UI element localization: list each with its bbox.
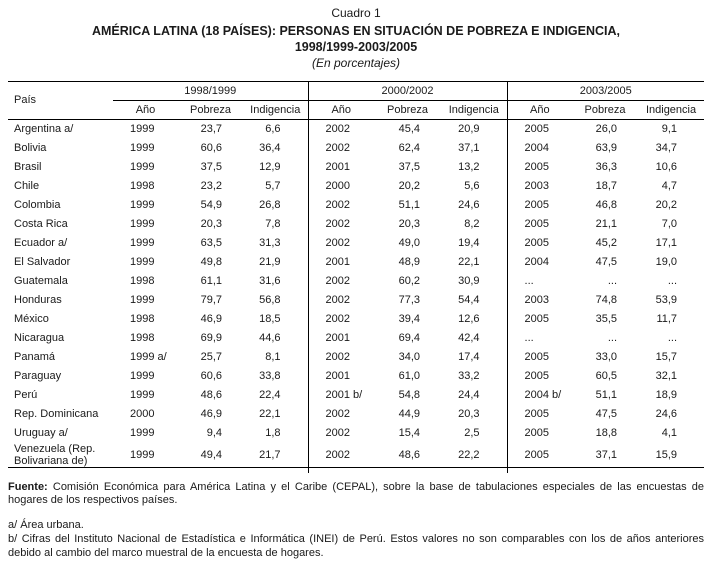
poverty-cell: 44,9 — [398, 408, 420, 421]
table-row — [8, 158, 704, 177]
year-cell: 2001 — [308, 329, 374, 348]
poverty-cell: 61,1 — [200, 275, 222, 288]
footnote-b: b/ Cifras del Instituto Nacional de Estadística e Informática (INEI) de Perú. Estos valores no son comparables con los de años anteriores debido al cambio del marco muestral de la encuesta de hogares. — [8, 533, 704, 559]
poverty-cell: 60,6 — [200, 142, 222, 155]
indigence-cell: 32,1 — [655, 370, 678, 383]
poverty-cell: 54,8 — [398, 389, 420, 402]
poverty-cell: 62,4 — [398, 142, 420, 155]
poverty-cell: 39,4 — [398, 313, 420, 326]
country-cell: Guatemala — [14, 275, 68, 288]
poverty-cell: 49,8 — [200, 256, 222, 269]
indigence-cell: 5,6 — [464, 180, 480, 193]
poverty-cell: 18,7 — [595, 180, 618, 193]
table-row — [8, 405, 704, 424]
indigence-cell: 56,8 — [259, 294, 281, 307]
indigence-cell: 12,6 — [458, 313, 480, 326]
table-row — [8, 139, 704, 158]
poverty-cell: 74,8 — [595, 294, 618, 307]
table-row — [8, 348, 704, 367]
poverty-cell: 60,6 — [200, 370, 222, 383]
country-cell: Bolivia — [14, 142, 47, 155]
indigence-cell: 19,0 — [655, 256, 678, 269]
poverty-cell: 46,9 — [200, 408, 222, 421]
indigence-cell: 17,1 — [655, 237, 678, 250]
indigence-cell: 44,6 — [259, 332, 281, 345]
indigence-cell: 21,7 — [243, 443, 308, 468]
year-cell: 1999 — [130, 142, 155, 155]
indigence-cell: 31,6 — [259, 275, 281, 288]
indigence-column-header: Indigencia — [243, 100, 308, 119]
year-cell: 1999 — [130, 237, 155, 250]
indigence-cell: 30,9 — [458, 275, 480, 288]
indigence-cell: 15,7 — [655, 351, 678, 364]
year-column-header: Año — [113, 100, 178, 119]
year-cell: 2000 — [308, 177, 374, 196]
year-cell: 1999 — [130, 294, 155, 307]
country-cell: Panamá — [14, 351, 55, 364]
year-cell: 2002 — [308, 234, 374, 253]
table-caption: Cuadro 1 — [331, 6, 381, 20]
country-cell: Uruguay a/ — [14, 427, 68, 440]
table-row — [8, 253, 704, 272]
year-cell: 2003 — [507, 291, 572, 310]
poverty-cell: 15,4 — [398, 427, 420, 440]
year-cell: 2002 — [308, 424, 374, 443]
poverty-cell: 51,1 — [398, 199, 420, 212]
poverty-column-header: Pobreza — [572, 100, 638, 119]
year-cell: 2004 b/ — [507, 386, 572, 405]
poverty-cell: 47,5 — [595, 256, 618, 269]
poverty-cell: 45,2 — [595, 237, 618, 250]
year-cell: 2005 — [507, 119, 572, 139]
indigence-cell: 31,3 — [259, 237, 281, 250]
year-cell: 1999 — [113, 443, 178, 468]
indigence-cell: 8,2 — [464, 218, 480, 231]
year-cell: 2005 — [507, 405, 572, 424]
indigence-column-header: Indigencia — [441, 100, 507, 119]
poverty-cell: 77,3 — [398, 294, 420, 307]
country-cell: Colombia — [14, 199, 61, 212]
indigence-cell: 33,8 — [259, 370, 281, 383]
table-row — [8, 424, 704, 443]
indigence-cell: ... — [667, 332, 678, 345]
year-cell: 2002 — [308, 272, 374, 291]
year-cell: 2002 — [308, 310, 374, 329]
poverty-cell: 18,8 — [595, 427, 618, 440]
year-cell: 2005 — [507, 310, 572, 329]
table-row — [8, 234, 704, 253]
indigence-cell: 21,9 — [259, 256, 281, 269]
poverty-cell: 9,4 — [206, 427, 222, 440]
year-cell: 2001 — [308, 367, 374, 386]
poverty-cell: 48,9 — [398, 256, 420, 269]
indigence-cell: 42,4 — [458, 332, 480, 345]
year-cell: 2005 — [507, 215, 572, 234]
table-row — [8, 177, 704, 196]
year-cell: 2002 — [308, 405, 374, 424]
year-cell: 2005 — [507, 234, 572, 253]
indigence-cell: 22,4 — [259, 389, 281, 402]
year-cell: 2002 — [308, 215, 374, 234]
table-row — [8, 329, 704, 348]
poverty-cell: 36,3 — [595, 161, 618, 174]
year-cell: 2002 — [308, 348, 374, 367]
year-cell: 1999 a/ — [130, 351, 167, 364]
table-row — [8, 291, 704, 310]
indigence-cell: 19,4 — [458, 237, 480, 250]
poverty-cell: 45,4 — [398, 123, 420, 136]
year-cell: 2004 — [507, 139, 572, 158]
poverty-column-header: Pobreza — [374, 100, 441, 119]
indigence-cell: ... — [667, 275, 678, 288]
year-column-header: Año — [308, 100, 374, 119]
poverty-cell: 61,0 — [398, 370, 420, 383]
poverty-cell: 37,5 — [398, 161, 420, 174]
indigence-cell: 24,6 — [458, 199, 480, 212]
table-wrap — [8, 81, 704, 468]
poverty-cell: 51,1 — [595, 389, 618, 402]
table-row — [8, 310, 704, 329]
poverty-cell: 35,5 — [595, 313, 618, 326]
indigence-cell: 36,4 — [259, 142, 281, 155]
year-cell: 2002 — [308, 139, 374, 158]
poverty-cell: 48,6 — [200, 389, 222, 402]
poverty-cell: 60,2 — [398, 275, 420, 288]
year-cell: 2004 — [507, 253, 572, 272]
year-cell: 1998 — [130, 313, 155, 326]
indigence-cell: 5,7 — [265, 180, 281, 193]
year-cell: ... — [507, 272, 572, 291]
poverty-cell: 20,3 — [200, 218, 222, 231]
year-cell: 2003 — [507, 177, 572, 196]
year-cell: 2005 — [507, 443, 572, 468]
indigence-cell: 53,9 — [655, 294, 678, 307]
title-period: 1998/1999-2003/2005 — [294, 39, 418, 54]
year-cell: 2005 — [507, 424, 572, 443]
poverty-cell: 26,0 — [595, 123, 618, 136]
indigence-cell: 20,2 — [655, 199, 678, 212]
poverty-cell: 33,0 — [595, 351, 618, 364]
poverty-indigence-table — [8, 81, 704, 468]
year-cell: 1999 — [130, 161, 155, 174]
indigence-cell: 54,4 — [458, 294, 480, 307]
year-cell: 2001 — [308, 158, 374, 177]
year-cell: 2005 — [507, 367, 572, 386]
indigence-cell: 11,7 — [656, 313, 678, 326]
country-column-header: País — [8, 81, 113, 119]
year-cell: ... — [507, 329, 572, 348]
poverty-cell: 48,6 — [374, 443, 441, 468]
table-row — [8, 443, 704, 468]
indigence-cell: 8,1 — [265, 351, 281, 364]
poverty-cell: 46,9 — [200, 313, 222, 326]
year-cell: 1999 — [130, 370, 155, 383]
indigence-cell: 26,8 — [259, 199, 281, 212]
poverty-cell: ... — [607, 332, 618, 345]
country-cell: Venezuela (Rep. Bolivariana de) — [8, 443, 113, 468]
indigence-cell: 24,6 — [655, 408, 678, 421]
country-cell: México — [14, 313, 49, 326]
indigence-cell: 18,9 — [655, 389, 678, 402]
year-cell: 2005 — [507, 196, 572, 215]
year-cell: 1999 — [130, 199, 155, 212]
indigence-cell: 2,5 — [464, 427, 480, 440]
poverty-cell: 69,9 — [200, 332, 222, 345]
poverty-cell: ... — [607, 275, 618, 288]
poverty-cell: 20,3 — [398, 218, 420, 231]
indigence-column-header: Indigencia — [638, 100, 704, 119]
indigence-cell: 4,7 — [661, 180, 678, 193]
indigence-cell: 20,3 — [458, 408, 480, 421]
table-row — [8, 196, 704, 215]
year-cell: 1999 — [130, 123, 155, 136]
indigence-cell: 6,6 — [265, 123, 281, 136]
units-subtitle: (En porcentajes) — [311, 56, 401, 71]
period-group-header-1998-1999: 1998/1999 — [113, 81, 308, 100]
country-cell: Brasil — [14, 161, 42, 174]
footnote-a: a/ Área urbana. — [8, 518, 84, 531]
indigence-cell: 4,1 — [661, 427, 678, 440]
poverty-cell: 21,1 — [595, 218, 618, 231]
poverty-cell: 49,4 — [178, 443, 243, 468]
country-cell: Honduras — [14, 294, 62, 307]
poverty-cell: 49,0 — [398, 237, 420, 250]
indigence-cell: 34,7 — [655, 142, 678, 155]
indigence-cell: 9,1 — [661, 123, 678, 136]
country-cell: El Salvador — [14, 256, 71, 269]
country-cell: Rep. Dominicana — [14, 408, 99, 421]
year-cell: 2001 — [308, 253, 374, 272]
table-row — [8, 386, 704, 405]
poverty-cell: 54,9 — [200, 199, 222, 212]
indigence-cell: 24,4 — [458, 389, 480, 402]
table-row — [8, 367, 704, 386]
year-cell: 1998 — [130, 180, 155, 193]
country-cell: Perú — [14, 389, 38, 402]
table-row — [8, 215, 704, 234]
year-cell: 1999 — [130, 427, 155, 440]
country-cell: Ecuador a/ — [14, 237, 68, 250]
indigence-cell: 37,1 — [458, 142, 480, 155]
country-cell: Costa Rica — [14, 218, 68, 231]
indigence-cell: 22,1 — [458, 256, 480, 269]
indigence-cell: 12,9 — [259, 161, 281, 174]
indigence-cell: 7,8 — [265, 218, 281, 231]
year-column-header: Año — [507, 100, 572, 119]
country-cell: Paraguay — [14, 370, 62, 383]
table-row — [8, 119, 704, 139]
divider-tick — [308, 468, 309, 473]
poverty-cell: 46,8 — [595, 199, 618, 212]
poverty-cell: 23,2 — [200, 180, 222, 193]
poverty-cell: 63,5 — [200, 237, 222, 250]
year-cell: 2005 — [507, 348, 572, 367]
indigence-cell: 7,0 — [661, 218, 678, 231]
year-cell: 2002 — [308, 291, 374, 310]
indigence-cell: 18,5 — [259, 313, 281, 326]
indigence-cell: 20,9 — [458, 123, 480, 136]
indigence-cell: 13,2 — [458, 161, 480, 174]
indigence-cell: 33,2 — [458, 370, 480, 383]
year-cell: 2005 — [507, 158, 572, 177]
poverty-cell: 69,4 — [398, 332, 420, 345]
indigence-cell: 22,2 — [441, 443, 507, 468]
poverty-cell: 23,7 — [200, 123, 222, 136]
poverty-cell: 37,1 — [572, 443, 638, 468]
footer-notes — [8, 481, 704, 561]
year-cell: 1999 — [130, 218, 155, 231]
source-text: Comisión Económica para América Latina y el Caribe (CEPAL), sobre la base de tabulaciones especiales de las encuestas de hogares de los respectivos países. — [8, 480, 704, 507]
poverty-cell: 79,7 — [200, 294, 222, 307]
indigence-cell: 10,6 — [655, 161, 678, 174]
country-cell: Nicaragua — [14, 332, 65, 345]
year-cell: 2002 — [308, 196, 374, 215]
title-block — [8, 6, 704, 72]
indigence-cell: 17,4 — [458, 351, 480, 364]
period-group-header-2000-2002: 2000/2002 — [308, 81, 507, 100]
year-cell: 2002 — [308, 119, 374, 139]
country-cell: Chile — [14, 180, 40, 193]
year-cell: 1999 — [130, 256, 155, 269]
poverty-cell: 25,7 — [200, 351, 222, 364]
divider-tick — [507, 468, 508, 473]
country-cell: Argentina a/ — [14, 123, 74, 136]
table-row — [8, 272, 704, 291]
year-cell: 1998 — [130, 275, 155, 288]
source-note — [8, 481, 704, 508]
poverty-column-header: Pobreza — [178, 100, 243, 119]
poverty-cell: 20,2 — [398, 180, 420, 193]
poverty-cell: 63,9 — [595, 142, 618, 155]
indigence-cell: 22,1 — [259, 408, 281, 421]
indigence-cell: 1,8 — [265, 427, 281, 440]
year-cell: 1998 — [130, 332, 155, 345]
year-cell: 2002 — [308, 443, 374, 468]
poverty-cell: 34,0 — [398, 351, 420, 364]
poverty-cell: 60,5 — [595, 370, 618, 383]
document-title: AMÉRICA LATINA (18 PAÍSES): PERSONAS EN SITUACIÓN DE POBREZA E INDIGENCIA, — [91, 23, 621, 38]
year-cell: 1999 — [130, 389, 155, 402]
source-label: Fuente: — [8, 480, 48, 493]
indigence-cell: 15,9 — [638, 443, 704, 468]
poverty-cell: 37,5 — [200, 161, 222, 174]
year-cell: 2000 — [130, 408, 155, 421]
period-group-header-2003-2005: 2003/2005 — [507, 81, 704, 100]
poverty-cell: 47,5 — [595, 408, 618, 421]
year-cell: 2001 b/ — [308, 386, 374, 405]
